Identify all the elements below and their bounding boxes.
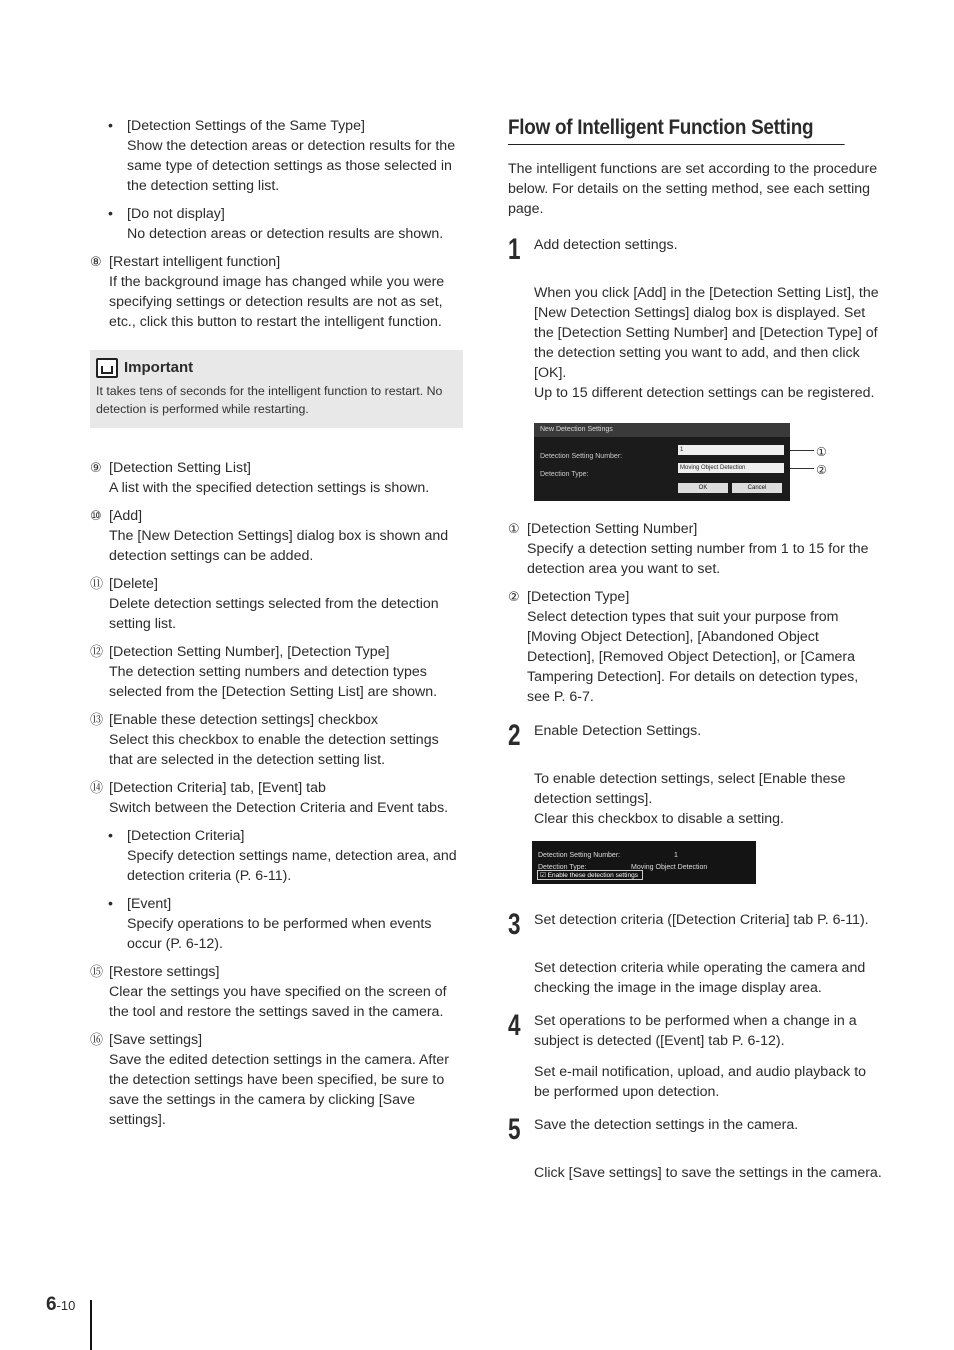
item-enable-checkbox: ⑬ [Enable these detection settings] checkbox Select this checkbox to enable the detection settings that are selected in the detection setting list. <box>90 712 439 768</box>
step-title: Add detection settings. <box>534 237 678 253</box>
step-title: Save the detection settings in the camera. <box>534 1117 799 1133</box>
step-title: Set operations to be performed when a change in a subject is detected ([Event] tab P. 6-12). <box>534 1013 857 1049</box>
step-4: 4 Set operations to be performed when a change in a subject is detected ([Event] tab P. 6-12). Set e-mail notification, upload, and audio playback to be performed upon detection. <box>508 1011 882 1102</box>
step-number: 5 <box>508 1113 521 1146</box>
step-title: Set detection criteria ([Detection Criteria] tab P. 6-11). <box>534 912 869 928</box>
item-delete: ⑪ [Delete] Delete detection settings selected from the detection setting list. <box>90 576 439 632</box>
step-number: 3 <box>508 908 521 941</box>
important-icon <box>96 358 118 378</box>
new-detection-settings-screenshot: New Detection Settings Detection Setting Number: 1 Detection Type: Moving Object Detection OK Cancel ① ② <box>534 423 790 501</box>
section-intro: The intelligent functions are set according to the procedure below. For details on the setting method, see each setting page. <box>508 161 878 217</box>
item-detection-setting-list: ⑨ [Detection Setting List] A list with the specified detection settings is shown. <box>90 460 430 496</box>
sub-item-setting-number: ① [Detection Setting Number] Specify a detection setting number from 1 to 15 for the detection area you want to set. <box>508 521 869 577</box>
item-save-settings: ⑯ [Save settings] Save the edited detection settings in the camera. After the detection settings have been specified, be sure to save the settings in the camera by clicking [Save settings]. <box>90 1032 449 1128</box>
sub-item-detection-type: ② [Detection Type] Select detection types that suit your purpose from [Moving Object Detection], [Abandoned Object Detection], [Removed Object Detection], or [Camera Tampering Detection]. For details on detection types, see P. 6-7. <box>508 589 859 705</box>
dialog-title: New Detection Settings <box>534 423 790 437</box>
bullet-detection-criteria: • [Detection Criteria] Specify detection settings name, detection area, and detection criteria (P. 6-11). <box>108 828 457 884</box>
item-criteria-event-tabs: ⑭ [Detection Criteria] tab, [Event] tab Switch between the Detection Criteria and Event tabs. <box>90 780 449 816</box>
bullet-event: • [Event] Specify operations to be performed when events occur (P. 6-12). <box>108 896 432 952</box>
bullet-same-type: • [Detection Settings of the Same Type] Show the detection areas or detection results for the same type of detection settings as those selected in the detection setting list. <box>108 118 456 194</box>
important-title: Important <box>124 359 194 376</box>
right-column <box>508 116 882 1183</box>
item-restart-intelligent-function: ⑧ [Restart intelligent function] If the background image has changed while you were specifying settings or detection results are not as set, etc., click this button to restart the intelligent function. <box>90 254 445 330</box>
page-number: 6-10 <box>46 1294 76 1315</box>
cancel-button: Cancel <box>732 483 782 493</box>
callout-1: ① <box>816 445 827 459</box>
step-1: 1 Add detection settings. When you click [Add] in the [Detection Setting List], the [New Detection Settings] dialog box is displayed. Set the [Detection Setting Number] and [Detection Type] of the detection setting you want to add, and then click [OK]. Up to 15 different detection settings can be registered. <box>508 235 882 403</box>
important-body: It takes tens of seconds for the intelligent function to restart. No detection is performed while restarting. <box>96 384 443 416</box>
step-5: 5 Save the detection settings in the camera. Click [Save settings] to save the settings in the camera. <box>508 1113 882 1181</box>
step-title: Enable Detection Settings. <box>534 723 702 739</box>
bullet-do-not-display: • [Do not display] No detection areas or detection results are shown. <box>108 206 444 242</box>
item-restore-settings: ⑮ [Restore settings] Clear the settings you have specified on the screen of the tool and restore the settings saved in the camera. <box>90 964 447 1020</box>
step-3: 3 Set detection criteria ([Detection Criteria] tab P. 6-11). Set detection criteria while operating the camera and checking the image in the image display area. <box>508 910 882 998</box>
enable-checkbox: ☑ Enable these detection settings <box>537 870 643 880</box>
left-column <box>90 116 465 1138</box>
footer-divider <box>90 1300 92 1350</box>
item-add: ⑩ [Add] The [New Detection Settings] dialog box is shown and detection settings can be added. <box>90 508 449 564</box>
step-number: 1 <box>508 233 521 266</box>
item-setting-number-type: ⑫ [Detection Setting Number], [Detection Type] The detection setting numbers and detection types selected from the [Detection Setting List] are shown. <box>90 644 438 700</box>
section-title: Flow of Intelligent Function Setting <box>508 116 845 145</box>
detection-type-field: Moving Object Detection <box>678 463 784 473</box>
enable-detection-screenshot: Detection Setting Number: 1 Detection Type: Moving Object Detection ☑ Enable these detection settings <box>532 841 756 884</box>
step-number: 4 <box>508 1009 521 1042</box>
step-number: 2 <box>508 719 521 752</box>
step-2: 2 Enable Detection Settings. To enable detection settings, select [Enable these detection settings]. Clear this checkbox to disable a setting. <box>508 721 882 829</box>
important-note <box>90 350 463 428</box>
setting-number-field: 1 <box>678 445 784 455</box>
ok-button: OK <box>678 483 728 493</box>
callout-2: ② <box>816 463 827 477</box>
